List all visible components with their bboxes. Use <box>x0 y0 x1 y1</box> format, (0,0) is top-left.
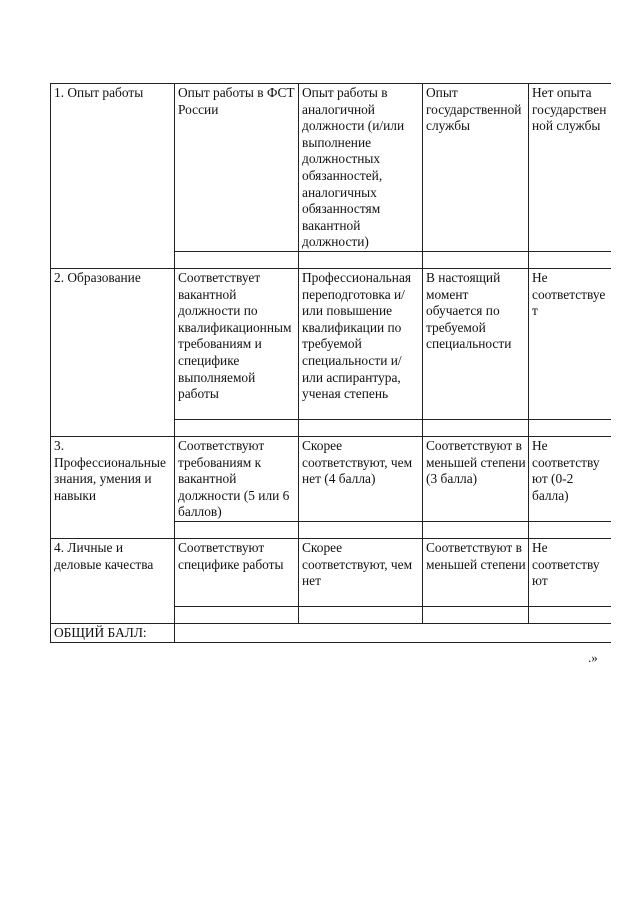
option-cell: Опыт работы в ФСТ России <box>175 84 299 252</box>
score-cell[interactable] <box>423 606 529 623</box>
score-cell[interactable] <box>175 251 299 268</box>
score-cell[interactable] <box>529 251 611 268</box>
total-label: ОБЩИЙ БАЛЛ: <box>51 623 175 642</box>
score-cell[interactable] <box>299 251 423 268</box>
score-cell[interactable] <box>299 606 423 623</box>
score-cell[interactable] <box>529 606 611 623</box>
criterion-row-education <box>51 268 611 419</box>
criterion-label: 3. Профессиональные знания, умения и навыки <box>51 436 175 538</box>
option-cell: Не соответствуют (0-2 балла) <box>529 436 611 521</box>
option-cell: Скорее соответствуют, чем нет (4 балла) <box>299 436 423 521</box>
total-score-cell[interactable] <box>175 623 611 642</box>
criterion-label: 4. Личные и деловые качества <box>51 538 175 623</box>
criterion-label: 1. Опыт работы <box>51 84 175 269</box>
option-cell: Соответствуют в меньшей степени (3 балла) <box>423 436 529 521</box>
score-cell[interactable] <box>423 251 529 268</box>
criterion-row-skills <box>51 436 611 521</box>
total-row <box>51 623 611 642</box>
criterion-row-qualities <box>51 538 611 606</box>
option-cell: Скорее соответствуют, чем нет <box>299 538 423 606</box>
criterion-row-experience <box>51 84 611 252</box>
option-cell: Нет опыта государственной службы <box>529 84 611 252</box>
evaluation-table <box>50 83 611 643</box>
option-cell: Соответствуют требованиям к вакантной должности (5 или 6 баллов) <box>175 436 299 521</box>
score-cell[interactable] <box>529 521 611 538</box>
score-cell[interactable] <box>423 521 529 538</box>
score-cell[interactable] <box>175 419 299 436</box>
option-cell: В настоящий момент обучается по требуемой специальности <box>423 268 529 419</box>
score-cell[interactable] <box>423 419 529 436</box>
score-cell[interactable] <box>299 521 423 538</box>
option-cell: Не соответствуют <box>529 538 611 606</box>
score-cell[interactable] <box>175 521 299 538</box>
score-cell[interactable] <box>175 606 299 623</box>
criterion-label: 2. Образование <box>51 268 175 436</box>
score-cell[interactable] <box>529 419 611 436</box>
score-cell[interactable] <box>299 419 423 436</box>
option-cell: Не соответствует <box>529 268 611 419</box>
option-cell: Опыт государственной службы <box>423 84 529 252</box>
closing-quote-mark: .» <box>588 650 598 665</box>
option-cell: Соответствуют в меньшей степени <box>423 538 529 606</box>
option-cell: Профессиональная переподготовка и/или повышение квалификации по требуемой специальности и/или аспирантура, ученая степень <box>299 268 423 419</box>
option-cell: Соответствуют специфике работы <box>175 538 299 606</box>
option-cell: Соответствует вакантной должности по квалификационным требованиям и специфике выполняемой работы <box>175 268 299 419</box>
option-cell: Опыт работы в аналогичной должности (и/или выполнение должностных обязанностей, аналогичных обязанностям вакантной должности) <box>299 84 423 252</box>
